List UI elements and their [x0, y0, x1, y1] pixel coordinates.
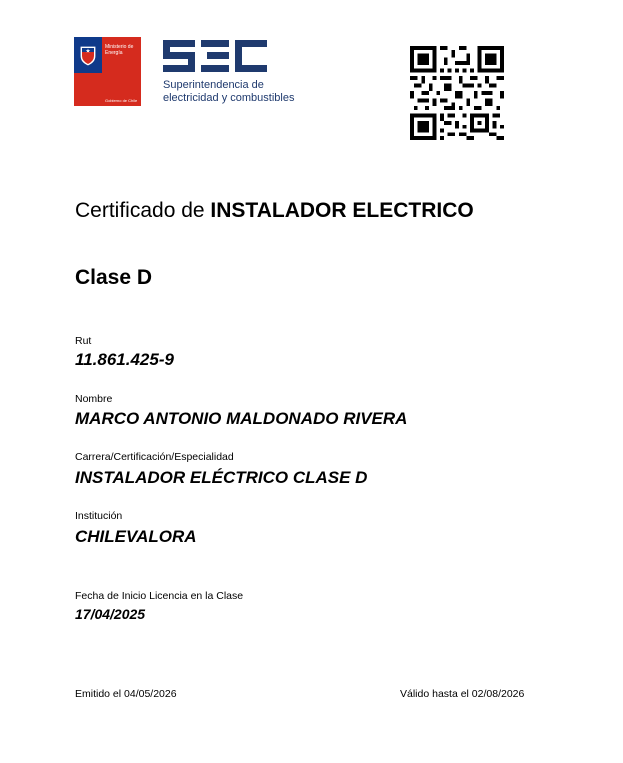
- emitido-date: Emitido el 04/05/2026: [75, 688, 177, 700]
- fecha-value: 17/04/2025: [75, 606, 146, 622]
- ministerio-energia-logo: [74, 37, 141, 106]
- ministerio-label: Ministerio de Energía: [105, 44, 134, 56]
- valido-date: Válido hasta el 02/08/2026: [400, 688, 525, 700]
- institucion-label: Institución: [75, 510, 123, 522]
- nombre-label: Nombre: [75, 393, 113, 405]
- sec-tagline: Superintendencia de electricidad y combustibles: [163, 79, 295, 104]
- title-prefix: Certificado de: [75, 199, 205, 222]
- coat-of-arms-icon: [79, 44, 97, 66]
- clase-heading: Clase D: [75, 266, 153, 289]
- certificate-title: [75, 199, 474, 223]
- carrera-label: Carrera/Certificación/Especialidad: [75, 451, 234, 463]
- institucion-value: CHILEVALORA: [75, 527, 197, 546]
- fecha-label: Fecha de Inicio Licencia en la Clase: [75, 590, 244, 602]
- nombre-value: MARCO ANTONIO MALDONADO RIVERA: [75, 409, 408, 428]
- qr-code: [410, 46, 504, 140]
- carrera-value: INSTALADOR ELÉCTRICO CLASE D: [75, 468, 368, 487]
- rut-value: 11.861.425-9: [75, 350, 174, 369]
- rut-label: Rut: [75, 335, 92, 347]
- title-main: INSTALADOR ELECTRICO: [210, 199, 474, 222]
- gobierno-label: Gobierno de Chile: [105, 98, 138, 103]
